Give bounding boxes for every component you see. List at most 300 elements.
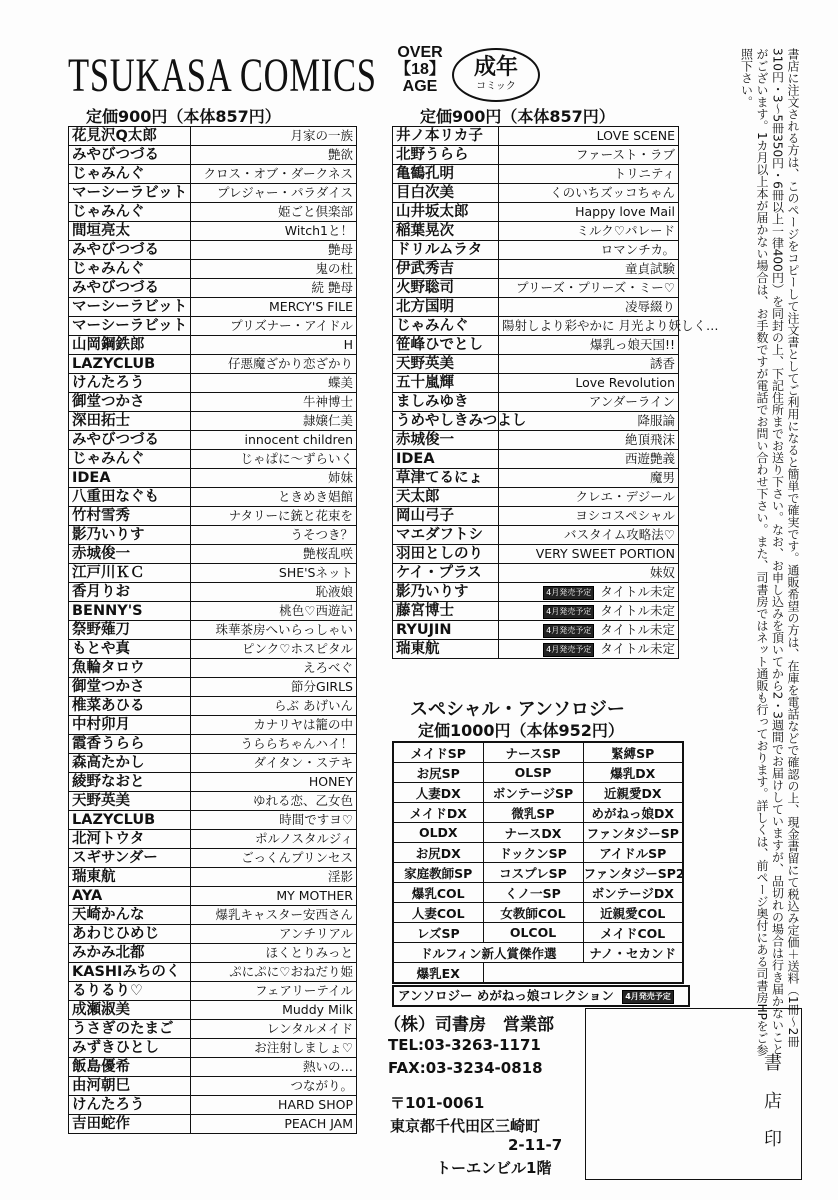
author-name: 赤城俊一 [393, 431, 499, 450]
book-title: 魔男 [649, 470, 675, 485]
title-row [393, 507, 679, 526]
book-title: 姉妹 [327, 470, 353, 485]
title-row [69, 659, 357, 678]
book-title-cell [499, 184, 679, 203]
book-title: アンダーライン [588, 394, 675, 409]
author-name: 御堂つかさ [69, 678, 191, 697]
title-row [69, 849, 357, 868]
left-price-label: 定価900円（本体857円） [86, 107, 281, 126]
title-row [69, 906, 357, 925]
book-title-cell [499, 279, 679, 298]
author-name: 天野英美 [393, 355, 499, 374]
anthology-price: 定価1000円（本体952円） [418, 721, 624, 740]
author-name: 羽田としのり [393, 545, 499, 564]
author-name: じゃみんぐ [69, 165, 191, 184]
author-name: 竹村雪秀 [69, 507, 191, 526]
ordering-note: 書店に注文される方は、このページをコピーして注文書としてご利用になると簡単で確実です。通販希望の方は、在庫を電話などで確認の上、現金書留にて税込み定価＋送料（1冊～2冊310円・3～5冊350円・6冊以上一律400円）を同封の上、下記住所までお送り下さい。なお、お申し込みを頂いてから2・3週間でお届けしていますが、品切れの場合は行き届かないことがございます。1カ月以上本が届かない場合は、お手数ですが電話でお問い合わせ下さい。また、司書房ではネット通販も行っております。詳しくは、前ページ奥付にある司書房HPをご参照下さい。 [739, 48, 800, 1056]
title-row [393, 545, 679, 564]
book-title-cell [499, 127, 679, 146]
title-row [393, 469, 679, 488]
anthology-row [393, 883, 683, 903]
book-title: HONEY [308, 774, 353, 789]
book-title: 仔悪魔ざかり恋ざかり [227, 356, 353, 371]
title-row [393, 355, 679, 374]
title-row [69, 146, 357, 165]
book-title-cell [499, 393, 679, 412]
anthology-title: メイドDX [393, 803, 483, 823]
book-title-cell [499, 602, 679, 621]
author-name: 北野うらら [393, 146, 499, 165]
adult-badge-sub: コミック [476, 81, 516, 92]
book-title: 珠華茶房へいらっしゃい [215, 622, 353, 637]
book-title: VERY SWEET PORTION [535, 546, 675, 561]
title-row [69, 431, 357, 450]
author-name: ケイ・プラス [393, 564, 499, 583]
book-title: ダイタン・ステキ [253, 755, 353, 770]
book-title: レンタルメイド [266, 1021, 353, 1036]
title-row [393, 564, 679, 583]
title-row [393, 412, 679, 431]
author-name: 森高たかし [69, 754, 191, 773]
book-title: 凌辱綴り [624, 299, 675, 314]
anthology-collection-row [392, 985, 690, 1007]
book-title-cell [191, 583, 357, 602]
book-title-cell [191, 146, 357, 165]
book-title: トリニティ [613, 166, 675, 181]
title-row [393, 602, 679, 621]
right-price-label: 定価900円（本体857円） [420, 107, 615, 126]
title-row [69, 621, 357, 640]
title-row [69, 1039, 357, 1058]
book-title: クロス・オブ・ダークネス [203, 166, 353, 181]
title-row [69, 1077, 357, 1096]
book-title-cell [191, 1077, 357, 1096]
anthology-grid [392, 741, 684, 984]
title-row [69, 545, 357, 564]
title-row [393, 146, 679, 165]
book-title: タイトル未定 [600, 603, 675, 618]
book-title: PEACH JAM [284, 1116, 353, 1131]
anthology-title: 近親愛COL [583, 903, 683, 923]
book-title: 妹奴 [649, 565, 675, 580]
anthology-title: OLCOL [483, 923, 583, 943]
title-row [69, 355, 357, 374]
book-title: 月家の一族 [290, 128, 353, 143]
book-title-cell [191, 222, 357, 241]
anthology-row [393, 803, 683, 823]
anthology-title: 微乳SP [483, 803, 583, 823]
book-title: 艶欲 [327, 147, 353, 162]
title-row [69, 716, 357, 735]
book-title: ヨシコスペシャル [575, 508, 675, 523]
title-row [393, 222, 679, 241]
over-label: OVER [397, 44, 443, 61]
book-title-cell [499, 336, 679, 355]
book-title-cell [191, 279, 357, 298]
book-title: 姫ごと倶楽部 [277, 204, 353, 219]
book-title: プリズナー・アイドル [230, 318, 353, 333]
author-name: 火野聡司 [393, 279, 499, 298]
book-title: 続 艶母 [311, 280, 353, 295]
book-title-cell [191, 165, 357, 184]
book-title-cell [499, 260, 679, 279]
title-row [69, 887, 357, 906]
book-title: 節分GIRLS [291, 679, 353, 694]
author-name: 北河トウタ [69, 830, 191, 849]
book-title: 牛神博士 [302, 394, 353, 409]
book-title: ぷにぷに♡おねだり姫 [229, 964, 353, 979]
title-row [393, 583, 679, 602]
book-title-cell [499, 222, 679, 241]
anthology-title: アイドルSP [583, 843, 683, 863]
book-title: 淫影 [327, 869, 353, 884]
author-name: ドリルムラタ [393, 241, 499, 260]
book-title-cell [499, 488, 679, 507]
author-name: 八重田なぐも [69, 488, 191, 507]
stamp-char: 店 [764, 1091, 782, 1112]
publisher-name: （株）司書房 営業部 [384, 1015, 554, 1035]
anthology-row [393, 742, 683, 763]
anthology-title: 爆乳COL [393, 883, 483, 903]
book-title-cell [191, 488, 357, 507]
anthology-title: ナノ・セカンド [583, 943, 683, 963]
author-name: 祭野薙刀 [69, 621, 191, 640]
book-title: カナリヤは籠の中 [253, 717, 353, 732]
book-title-cell [191, 203, 357, 222]
author-name: 御堂つかさ [69, 393, 191, 412]
book-title: 艶母 [327, 242, 353, 257]
title-row [69, 1058, 357, 1077]
title-row [69, 1020, 357, 1039]
author-name: 椎菜あひる [69, 697, 191, 716]
author-name: じゃみんぐ [69, 260, 191, 279]
title-row [69, 165, 357, 184]
title-row [69, 317, 357, 336]
book-title: プレジャー・パラダイス [217, 185, 353, 200]
book-title: 西遊艶義 [624, 451, 675, 466]
title-row [393, 621, 679, 640]
book-title-cell [191, 507, 357, 526]
book-title: 陽射しより彩やかに 月光より妖しく… [502, 318, 719, 333]
book-title: innocent children [244, 432, 353, 447]
book-title: じゃぱに～ずらいく [240, 451, 353, 466]
book-title: らぶ あげいん [274, 698, 353, 713]
author-name: 間垣亮太 [69, 222, 191, 241]
anthology-title: OLDX [393, 823, 483, 843]
author-name: LAZYCLUB [69, 811, 191, 830]
book-title-cell [191, 906, 357, 925]
title-row [69, 184, 357, 203]
book-title-cell [191, 697, 357, 716]
author-name: うめやしきみつよし [393, 412, 499, 431]
book-title: お注射しましょ♡ [254, 1040, 353, 1055]
title-row [69, 374, 357, 393]
book-title-cell [191, 450, 357, 469]
author-name: みやびつづる [69, 431, 191, 450]
book-title: タイトル未定 [600, 641, 675, 656]
title-row [393, 374, 679, 393]
author-name: 飯島優希 [69, 1058, 191, 1077]
author-name: IDEA [69, 469, 191, 488]
book-title-cell [499, 241, 679, 260]
release-tag: 4月発売予定 [622, 990, 674, 1004]
book-title: ナタリーに銃と花束を [228, 508, 353, 523]
author-name: 藤宮博士 [393, 602, 499, 621]
author-name: 中村卯月 [69, 716, 191, 735]
anthology-title: メイドSP [393, 742, 483, 763]
anthology-title: お尻DX [393, 843, 483, 863]
title-row [69, 811, 357, 830]
book-title: Happy love Mail [575, 204, 675, 219]
author-name: マエダフトシ [393, 526, 499, 545]
book-title: Love Revolution [575, 375, 675, 390]
title-row [393, 488, 679, 507]
author-name: みやびつづる [69, 241, 191, 260]
publisher-tel: TEL:03-3263-1171 [388, 1036, 541, 1054]
author-name: 魚輪タロウ [69, 659, 191, 678]
book-title-cell [191, 868, 357, 887]
title-row [69, 488, 357, 507]
title-row [393, 260, 679, 279]
book-title-cell [191, 621, 357, 640]
anthology-title: 女教師COL [483, 903, 583, 923]
book-title-cell [191, 298, 357, 317]
author-name: じゃみんぐ [393, 317, 499, 336]
book-title-cell [499, 355, 679, 374]
book-title-cell [191, 716, 357, 735]
book-title-cell [191, 1115, 357, 1134]
book-title-cell [191, 355, 357, 374]
book-title-cell [499, 298, 679, 317]
book-title: バスタイム攻略法♡ [564, 527, 675, 542]
title-row [69, 830, 357, 849]
title-row [69, 450, 357, 469]
author-name: 深田拓士 [69, 412, 191, 431]
book-title: 爆乳キャスター安西さん [215, 907, 353, 922]
author-name: 亀鶴孔明 [393, 165, 499, 184]
book-title: 鬼の杜 [315, 261, 353, 276]
book-title-cell [499, 621, 679, 640]
book-title: ほくとりみっと [265, 945, 353, 960]
anthology-title: コスプレSP [483, 863, 583, 883]
book-title-cell [499, 146, 679, 165]
title-row [393, 526, 679, 545]
book-title-cell [191, 1058, 357, 1077]
author-name: 山岡鋼鉄郎 [69, 336, 191, 355]
title-row [69, 336, 357, 355]
author-name: もとや真 [69, 640, 191, 659]
book-title: つながり。 [290, 1078, 353, 1093]
author-name: 伊武秀吉 [393, 260, 499, 279]
anthology-row [393, 763, 683, 783]
title-row [393, 450, 679, 469]
author-name: 瑞東航 [393, 640, 499, 659]
book-title-cell [499, 564, 679, 583]
book-title-cell [191, 1001, 357, 1020]
book-title-cell [191, 925, 357, 944]
series-title: TSUKASA COMICS [68, 49, 377, 102]
author-name: BENNY'S [69, 602, 191, 621]
anthology-title: ドックンSP [483, 843, 583, 863]
book-title: くのいちズッコちゃん [550, 185, 675, 200]
book-title-cell [191, 830, 357, 849]
author-name: 井ノ本リカ子 [393, 127, 499, 146]
publisher-address-line1: 東京都千代田区三崎町 [390, 1117, 541, 1135]
book-title-cell [191, 1020, 357, 1039]
book-title-cell [191, 1096, 357, 1115]
book-title: 隷嬢仁美 [302, 413, 353, 428]
anthology-title: 家庭教師SP [393, 863, 483, 883]
anthology-title: 爆乳DX [583, 763, 683, 783]
title-row [69, 868, 357, 887]
author-name: 山井坂太郎 [393, 203, 499, 222]
book-title-cell [191, 773, 357, 792]
title-row [393, 317, 679, 336]
title-row [69, 640, 357, 659]
book-title: アンチリアル [278, 926, 353, 941]
title-row [69, 735, 357, 754]
book-title: 降服論 [637, 413, 675, 428]
title-row [393, 165, 679, 184]
book-title: ポルノスタルジィ [255, 831, 353, 846]
book-title: 桃色♡西遊記 [279, 603, 353, 618]
book-title-cell [191, 754, 357, 773]
author-name: ましみゆき [393, 393, 499, 412]
book-title-cell [191, 640, 357, 659]
title-row [69, 526, 357, 545]
author-name: 五十嵐輝 [393, 374, 499, 393]
book-title-cell [191, 374, 357, 393]
book-title-cell [191, 811, 357, 830]
book-title: ゆれる恋、乙女色 [252, 793, 353, 808]
anthology-row [393, 843, 683, 863]
author-name: みずきひとし [69, 1039, 191, 1058]
book-title: ミルク♡パレード [576, 223, 675, 238]
book-title-cell [499, 203, 679, 222]
book-title: フェアリーテイル [254, 983, 353, 998]
book-title-cell [191, 412, 357, 431]
title-row [393, 336, 679, 355]
book-title-cell [499, 469, 679, 488]
author-name: KASHIみちのく [69, 963, 191, 982]
anthology-title: くノ一SP [483, 883, 583, 903]
author-name: LAZYCLUB [69, 355, 191, 374]
anthology-title: ボンテージDX [583, 883, 683, 903]
title-row [69, 412, 357, 431]
anthology-title: メイドCOL [583, 923, 683, 943]
publisher-fax: FAX:03-3234-0818 [388, 1059, 543, 1077]
adult-comic-badge [452, 48, 540, 102]
author-name: 綾野なおと [69, 773, 191, 792]
book-title: Muddy Milk [282, 1002, 353, 1017]
book-title-cell [191, 431, 357, 450]
book-title-cell [191, 469, 357, 488]
release-tag: 4月発売予定 [543, 605, 594, 619]
book-title: 艶桜乱咲 [302, 546, 353, 561]
book-title-cell [191, 184, 357, 203]
book-title: タイトル未定 [600, 584, 675, 599]
title-row [69, 260, 357, 279]
book-title: ごっくんプリンセス [241, 850, 353, 865]
book-title-cell [191, 792, 357, 811]
book-title-cell [191, 526, 357, 545]
anthology-row [393, 903, 683, 923]
title-row [69, 241, 357, 260]
title-row [69, 393, 357, 412]
author-name: 目白次美 [393, 184, 499, 203]
book-title: ロマンチカ。 [600, 242, 675, 257]
author-name: RYUJIN [393, 621, 499, 640]
book-title-cell [191, 735, 357, 754]
author-name: 天崎かんな [69, 906, 191, 925]
title-row [69, 1096, 357, 1115]
book-title-cell [191, 1039, 357, 1058]
anthology-title: ボンテージSP [483, 783, 583, 803]
title-row [69, 773, 357, 792]
book-title: うららちゃんハイ！ [240, 736, 353, 751]
left-title-list [68, 126, 357, 1134]
anthology-title: OLSP [483, 763, 583, 783]
anthology-collection-label: アンソロジー めがねっ娘コレクション [398, 988, 614, 1003]
author-name: じゃみんぐ [69, 450, 191, 469]
book-title: MY MOTHER [276, 888, 353, 903]
anthology-title: 近親愛DX [583, 783, 683, 803]
publisher-address-line2: 2-11-7 [508, 1136, 563, 1154]
anthology-title: 人妻DX [393, 783, 483, 803]
book-title: LOVE SCENE [596, 128, 675, 143]
title-row [69, 469, 357, 488]
author-name: けんたろう [69, 374, 191, 393]
title-row [69, 602, 357, 621]
book-title-cell [191, 963, 357, 982]
book-title-cell [191, 260, 357, 279]
anthology-title: 人妻COL [393, 903, 483, 923]
author-name: 成瀬淑美 [69, 1001, 191, 1020]
author-name: 江戸川ＫＣ [69, 564, 191, 583]
release-tag: 4月発売予定 [543, 643, 594, 657]
book-title-cell [191, 393, 357, 412]
book-title-cell [499, 583, 679, 602]
book-title: 童貞試験 [624, 261, 675, 276]
release-tag: 4月発売予定 [543, 586, 594, 600]
author-name: 笹峰ひでとし [393, 336, 499, 355]
title-row [393, 279, 679, 298]
book-title: タイトル未定 [600, 622, 675, 637]
book-title: 熱いの… [302, 1059, 353, 1074]
author-name: 吉田蛇作 [69, 1115, 191, 1134]
book-title-cell [191, 849, 357, 868]
author-name: 香月りお [69, 583, 191, 602]
book-title-cell [191, 241, 357, 260]
title-row [393, 127, 679, 146]
book-title: H [343, 337, 353, 352]
stamp-char: 書 [764, 1053, 782, 1074]
author-name: 影乃いりす [393, 583, 499, 602]
anthology-row [393, 963, 683, 984]
anthology-heading: スペシャル・アンソロジー [410, 699, 625, 720]
title-row [69, 127, 357, 146]
book-title: 絶頂飛沫 [624, 432, 675, 447]
book-title: HARD SHOP [278, 1097, 353, 1112]
author-name: みかみ北都 [69, 944, 191, 963]
book-title-cell [499, 317, 719, 336]
over-18-label [392, 44, 448, 95]
book-title-cell [191, 678, 357, 697]
anthology-title: ナースSP [483, 742, 583, 763]
title-row [69, 298, 357, 317]
anthology-row [393, 943, 683, 963]
age-label: AGE [402, 78, 438, 95]
